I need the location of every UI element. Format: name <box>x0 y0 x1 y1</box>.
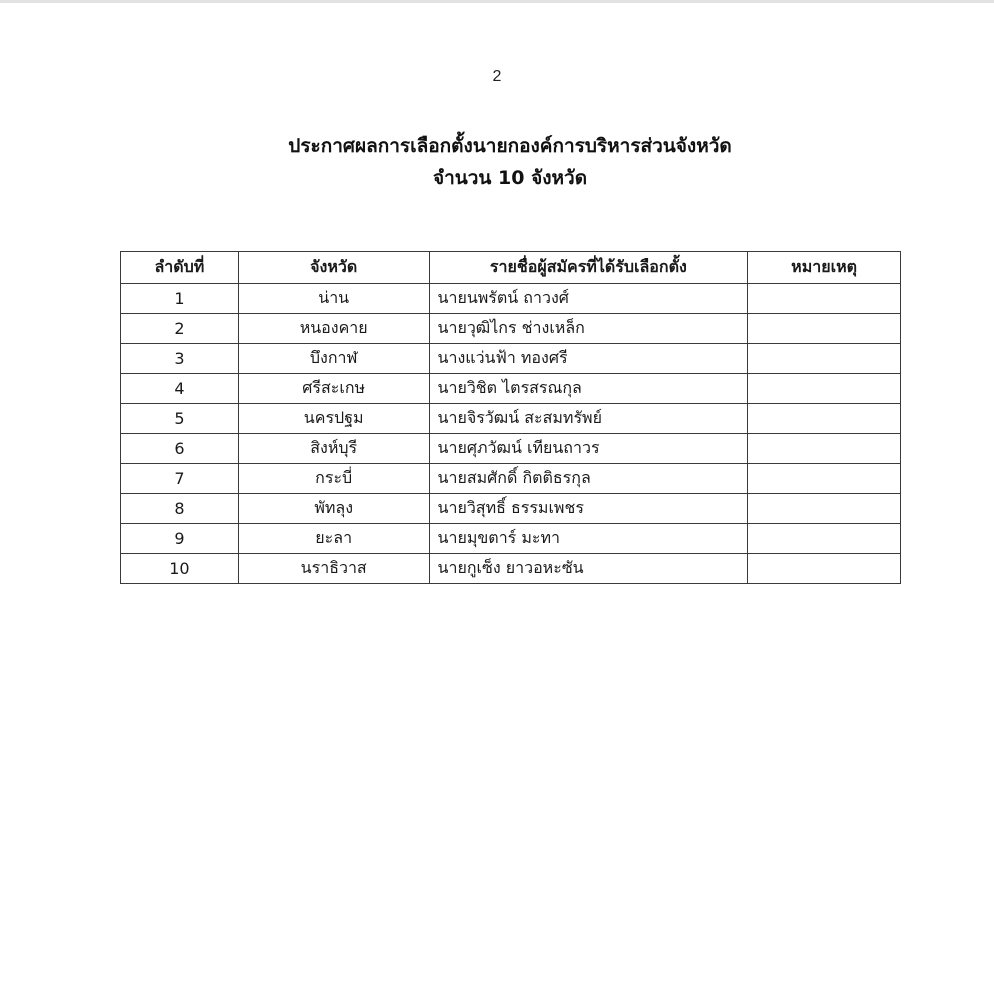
cell-note <box>748 374 901 404</box>
cell-note <box>748 554 901 584</box>
cell-note <box>748 284 901 314</box>
cell-note <box>748 494 901 524</box>
cell-province: นราธิวาส <box>238 554 429 584</box>
cell-province: หนองคาย <box>238 314 429 344</box>
cell-province: สิงห์บุรี <box>238 434 429 464</box>
cell-province: น่าน <box>238 284 429 314</box>
cell-name: นายกูเซ็ง ยาวอหะซัน <box>429 554 748 584</box>
table-row <box>121 374 901 404</box>
cell-no: 3 <box>121 344 239 374</box>
table-row <box>121 344 901 374</box>
header-province: จังหวัด <box>238 252 429 284</box>
cell-no: 2 <box>121 314 239 344</box>
cell-no: 4 <box>121 374 239 404</box>
cell-province: บึงกาฬ <box>238 344 429 374</box>
table-row <box>121 494 901 524</box>
cell-name: นายนพรัตน์ ถาวงศ์ <box>429 284 748 314</box>
table-row <box>121 314 901 344</box>
cell-name: นายมุขตาร์ มะทา <box>429 524 748 554</box>
cell-no: 6 <box>121 434 239 464</box>
cell-name: นายวุฒิไกร ช่างเหล็ก <box>429 314 748 344</box>
cell-no: 7 <box>121 464 239 494</box>
title-line-1: ประกาศผลการเลือกตั้งนายกองค์การบริหารส่วนจังหวัด <box>288 135 732 157</box>
cell-no: 5 <box>121 404 239 434</box>
table-row <box>121 554 901 584</box>
cell-name: นายวิสุทธิ์ ธรรมเพชร <box>429 494 748 524</box>
cell-name: นายวิชิต ไตรสรณกุล <box>429 374 748 404</box>
cell-note <box>748 434 901 464</box>
title-line-2: จำนวน 10 จังหวัด <box>432 167 588 189</box>
table-row <box>121 284 901 314</box>
header-no: ลำดับที่ <box>121 252 239 284</box>
table-header-row <box>121 252 901 284</box>
election-results-table <box>120 251 901 584</box>
cell-no: 9 <box>121 524 239 554</box>
cell-note <box>748 314 901 344</box>
cell-no: 8 <box>121 494 239 524</box>
table-row <box>121 464 901 494</box>
table-row <box>121 524 901 554</box>
cell-note <box>748 404 901 434</box>
top-border-strip <box>0 0 994 3</box>
table-row <box>121 434 901 464</box>
cell-province: กระบี่ <box>238 464 429 494</box>
cell-note <box>748 464 901 494</box>
cell-name: นายสมศักดิ์ กิตติธรกุล <box>429 464 748 494</box>
header-name: รายชื่อผู้สมัครที่ได้รับเลือกตั้ง <box>429 252 748 284</box>
page-number: 2 <box>492 68 502 85</box>
cell-province: ยะลา <box>238 524 429 554</box>
header-note: หมายเหตุ <box>748 252 901 284</box>
cell-note <box>748 524 901 554</box>
cell-no: 1 <box>121 284 239 314</box>
cell-name: นายจิรวัฒน์ สะสมทรัพย์ <box>429 404 748 434</box>
cell-no: 10 <box>121 554 239 584</box>
document-title <box>0 130 994 194</box>
cell-name: นายศุภวัฒน์ เทียนถาวร <box>429 434 748 464</box>
cell-note <box>748 344 901 374</box>
cell-province: ศรีสะเกษ <box>238 374 429 404</box>
cell-province: พัทลุง <box>238 494 429 524</box>
cell-province: นครปฐม <box>238 404 429 434</box>
cell-name: นางแว่นฟ้า ทองศรี <box>429 344 748 374</box>
table-row <box>121 404 901 434</box>
